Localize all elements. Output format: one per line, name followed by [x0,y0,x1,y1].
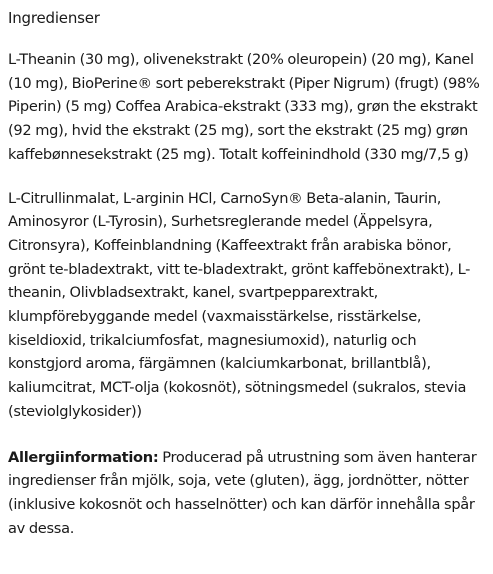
ingredients-paragraph-swedish: L-Citrullinmalat, L-arginin HCl, CarnoSyn® Beta-alanin, Taurin, Aminosyror (L-Tyrosin), Surhetsreglerande medel (Äppelsyra, Citronsyra), Koffeinblandning (Kaffeextrakt från arabiska bönor, grönt te-bladextrakt, vitt te-bladextrakt, grönt kaffebönextrakt), L-theanin, Olivbladsextrakt, kanel, svartpepparextrakt, klumpförebyggande medel (vaxmaisstärkelse, risstärkelse, kiseldioxid, trikalciumfosfat, magnesiumoxid), naturlig och konstgjord aroma, färgämnen (kalciumkarbonat, brillantblå), kaliumcitrat, MCT-olja (kokosnöt), sötningsmedel (sukralos, stevia (steviolglykosider)) [8,189,471,420]
ingredients-paragraph-danish: L-Theanin (30 mg), olivenekstrakt (20% oleuropein) (20 mg), Kanel (10 mg), BioPerine® sort peberekstrakt (Piper Nigrum) (frugt) (98% Piperin) (5 mg) Coffea Arabica-ekstrakt (333 mg), grøn the ekstrakt (92 mg), hvid the ekstrakt (25 mg), sort the ekstrakt (25 mg) grøn kaffebønnesekstrakt (25 mg). Totalt koffeinindhold (330 mg/7,5 g) [8,51,480,163]
ingredients-heading: Ingredienser [8,9,100,27]
allergy-text: Producerad på utrustning som även hanterar ingredienser från mjölk, soja, vete (gluten), ägg, jordnötter, nötter (inklusive kokosnöt och hasselnötter) och kan därför innehålla spår av dessa. [8,448,477,537]
allergy-information [8,446,483,541]
allergy-label: Allergiinformation: [8,448,159,466]
